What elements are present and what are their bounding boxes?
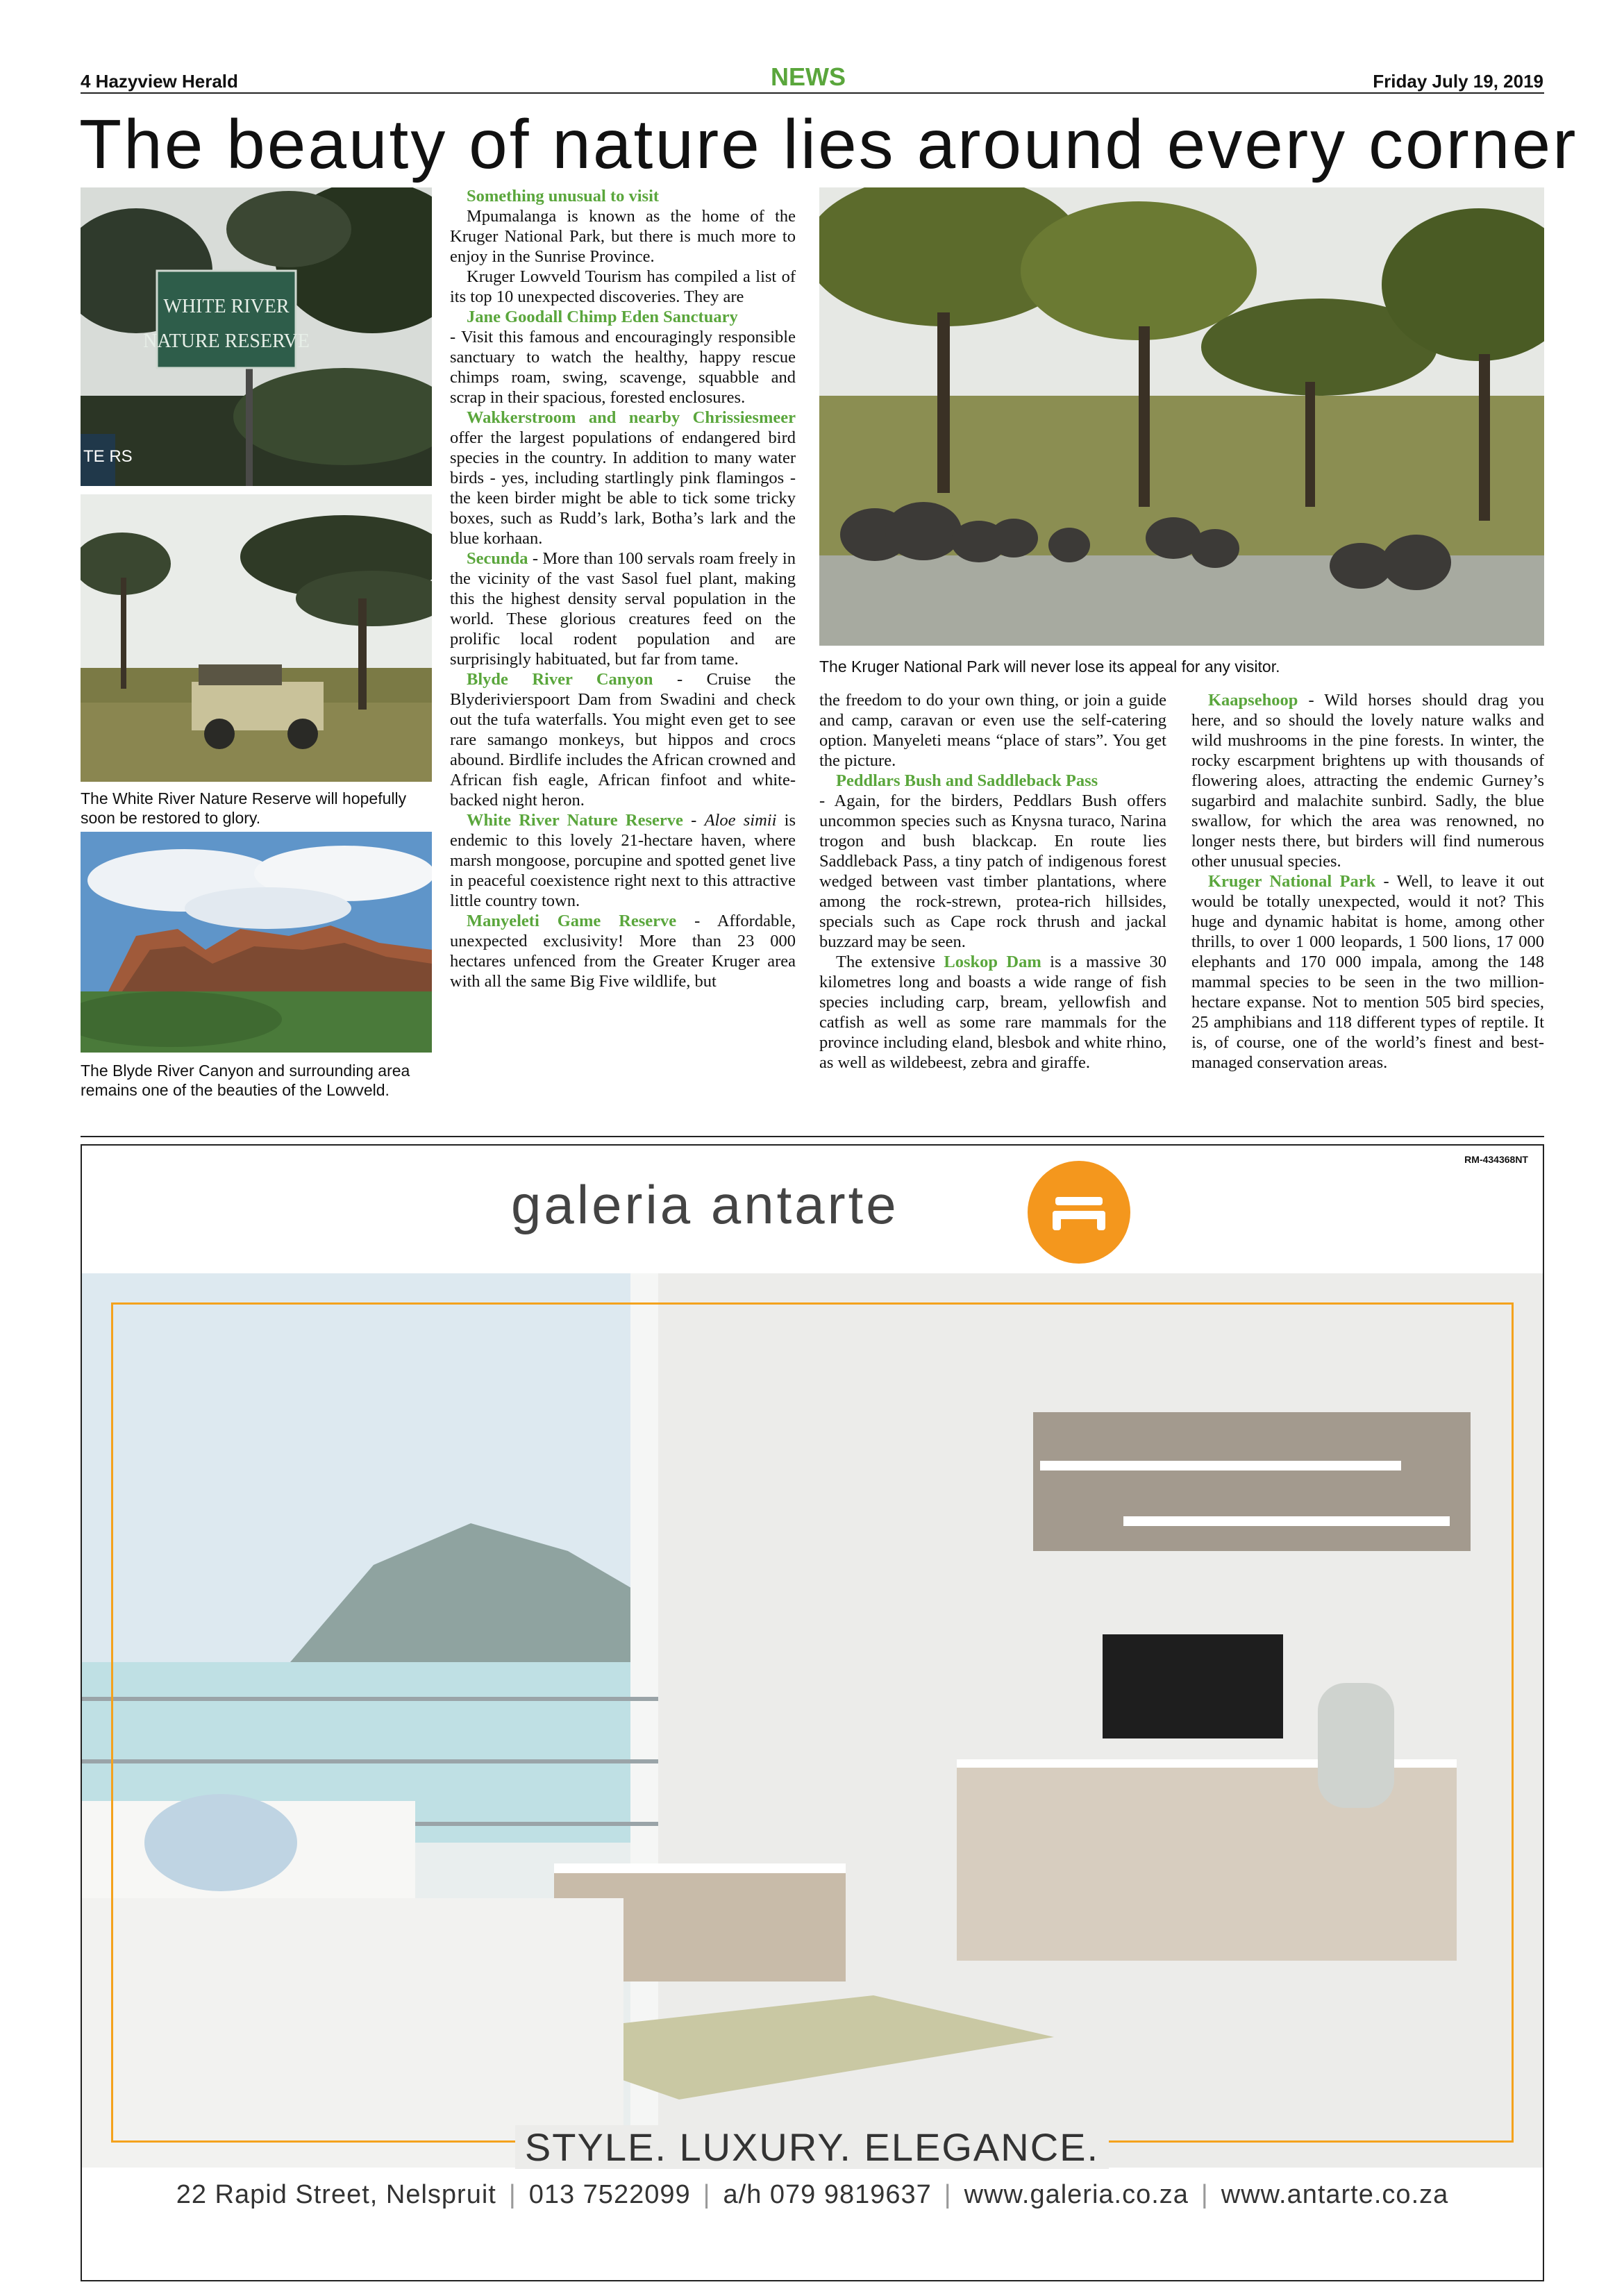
subhead-peddlars-bush: Peddlars Bush and Saddleback Pass: [836, 771, 1098, 790]
ad-phone: 013 7522099: [528, 2180, 691, 2209]
subhead-kaapsehoop: Kaapsehoop: [1208, 691, 1298, 710]
tagline-text: STYLE. LUXURY. ELEGANCE.: [515, 2125, 1109, 2169]
page-number-and-paper: 4 Hazyview Herald: [81, 71, 238, 92]
header-rule: [81, 92, 1544, 94]
subhead-loskop-dam: Loskop Dam: [944, 953, 1041, 971]
article-column-4: [1191, 690, 1544, 1073]
brand-name: galeria antarte: [511, 1174, 899, 1235]
article-paragraph: - More than 100 servals roam freely in the vicinity of the vast Sasol fuel plant, making this the highest density serval population in the world. These glorious creatures feed on the prolific local rodent population and are surprisingly habituated, but far from tame.: [450, 549, 796, 669]
article-paragraph: Mpumalanga is known as the home of the Kruger National Park, but there is much more to enjoy in the Sunrise Province.: [450, 207, 796, 266]
article-paragraph: - Wild horses should drag you here, and so should the lovely nature walks and wild mushrooms in the pine forests. In winter, the rocky escarpment brightens up with thousands of flowering aloes, attracting the endemic Gurney’s sugarbird and malachite sunbird. Sadly, the blue swallow, for which the area was renowned, no longer nests there, but birders will find numerous other unusual species.: [1191, 691, 1544, 871]
subhead-wakkerstroom: Wakkerstroom and nearby Chrissiesmeer: [467, 408, 796, 427]
sign-line-1: WHITE RIVER: [163, 296, 290, 317]
article-paragraph: is a massive 30 kilometres long and boasts a wide range of fish species including carp, bream, yellowfish and catfish as well as some rare mammals for the province including eland, blesbok and white rhino, as well as wildebeest, zebra and giraffe.: [819, 953, 1166, 1072]
blyde-canyon-photo: [81, 832, 432, 1053]
kruger-caption: The Kruger National Park will never lose its appeal for any visitor.: [819, 657, 1280, 676]
separator: |: [944, 2180, 952, 2209]
article-paragraph: - Affordable, unexpected exclusivity! More than 23 000 hectares unfenced from the Greater Kruger area with all the same Big Five wildlife, but: [450, 912, 796, 991]
white-river-sign-photo: [81, 187, 432, 486]
issue-date: Friday July 19, 2019: [1373, 71, 1543, 92]
ad-after-hours: a/h 079 9819637: [723, 2180, 932, 2209]
article-paragraph: - Well, to leave it out would be totally unexpected, would it not? This huge and dynamic habitat is home, among other thrills, to over 1 000 leopards, 1 500 lions, 17 000 elephants and 170 000 impala, among the 148 mammal species to be seen in the two million-hectare expanse. Not to mention 505 bird species, 25 amphibians and 118 different types of reptile. It is, of course, one of the world’s finest and best-managed conservation areas.: [1191, 872, 1544, 1072]
article-paragraph: - Visit this famous and encouragingly responsible sanctuary to watch the healthy, happy rescue chimps roam, swing, scavenge, squabble and scrap in their spacious, forested enclosures.: [450, 328, 796, 407]
species-name: Aloe simii: [704, 811, 777, 830]
subhead-white-river: White River Nature Reserve: [467, 811, 683, 830]
article-column-2: [450, 186, 796, 991]
article-paragraph: - Again, for the birders, Peddlars Bush offers uncommon species such as Knysna turaco, Narina trogon and bush blackcap. En route lies Saddleback Pass, a tiny patch of indigenous forest wedged between vast timber plantations, where among the rock-strewn, protea-rich hillsides, specials such as Cape rock thrush and jackal buzzard may be seen.: [819, 791, 1166, 951]
ad-gold-frame: [111, 1302, 1514, 2143]
article-bottom-rule: [81, 1136, 1544, 1137]
article-text: The extensive: [836, 953, 944, 971]
separator: |: [703, 2180, 711, 2209]
subhead-secunda: Secunda: [467, 549, 528, 568]
blyde-caption: The Blyde River Canyon and surrounding area remains one of the beauties of the Lowveld.: [81, 1062, 410, 1099]
subhead-jane-goodall: Jane Goodall Chimp Eden Sanctuary: [467, 308, 738, 326]
separator: |: [1200, 2180, 1209, 2209]
dash: -: [683, 811, 705, 830]
game-drive-photo: [81, 494, 432, 782]
sign-line-2: NATURE RESERVE: [143, 330, 310, 352]
section-label: NEWS: [771, 62, 846, 91]
article-paragraph: offer the largest populations of endangered bird species in the country. In addition to many water birds - yes, including startlingly pink flamingos - the keen birder might be able to tick some tricky boxes, such as Rudd’s lark, Botha’s lark and the blue korhaan.: [450, 428, 796, 548]
ad-website-antarte[interactable]: www.antarte.co.za: [1221, 2180, 1449, 2209]
article-paragraph: is endemic to this lovely 21-hectare haven, where marsh mongoose, porcupine and spotted genet live in peaceful coexistence right next to this attractive little country town.: [450, 811, 796, 910]
article-paragraph: the freedom to do your own thing, or join a guide and camp, caravan or even use the self-catering option. Manyeleti means “place of stars”. You get the picture.: [819, 691, 1166, 770]
white-river-caption: The White River Nature Reserve will hopefully soon be restored to glory.: [81, 789, 407, 827]
separator: |: [508, 2180, 517, 2209]
article-kicker: Something unusual to visit: [467, 187, 660, 206]
subhead-manyeleti: Manyeleti Game Reserve: [467, 912, 677, 930]
article-paragraph: Kruger Lowveld Tourism has compiled a list of its top 10 unexpected discoveries. They are: [450, 267, 796, 306]
ad-address: 22 Rapid Street, Nelspruit: [176, 2180, 496, 2209]
article-paragraph: - Cruise the Blyderivierspoort Dam from Swadini and check out the tufa waterfalls. You might even get to see rare samango monkeys, but hippos and crocs abound. Birdlife includes the African crowned and African fish eagle, African finfoot and white-backed night heron.: [450, 670, 796, 810]
kruger-elephants-photo: [819, 187, 1544, 646]
ad-website-galeria[interactable]: www.galeria.co.za: [964, 2180, 1189, 2209]
subhead-blyde-river-canyon: Blyde River Canyon: [467, 670, 653, 689]
headline: The beauty of nature lies around every corner: [79, 106, 1578, 183]
subhead-kruger-national-park: Kruger National Park: [1208, 872, 1376, 891]
sign-corner: TE RS: [83, 447, 133, 466]
advert-tagline: [0, 2125, 1624, 2170]
article-column-3: [819, 690, 1166, 1073]
brand-logo-icon: [1028, 1161, 1130, 1264]
advert-contact-line: [81, 2180, 1544, 2210]
advert-code: RM-434368NT: [1464, 1154, 1528, 1165]
